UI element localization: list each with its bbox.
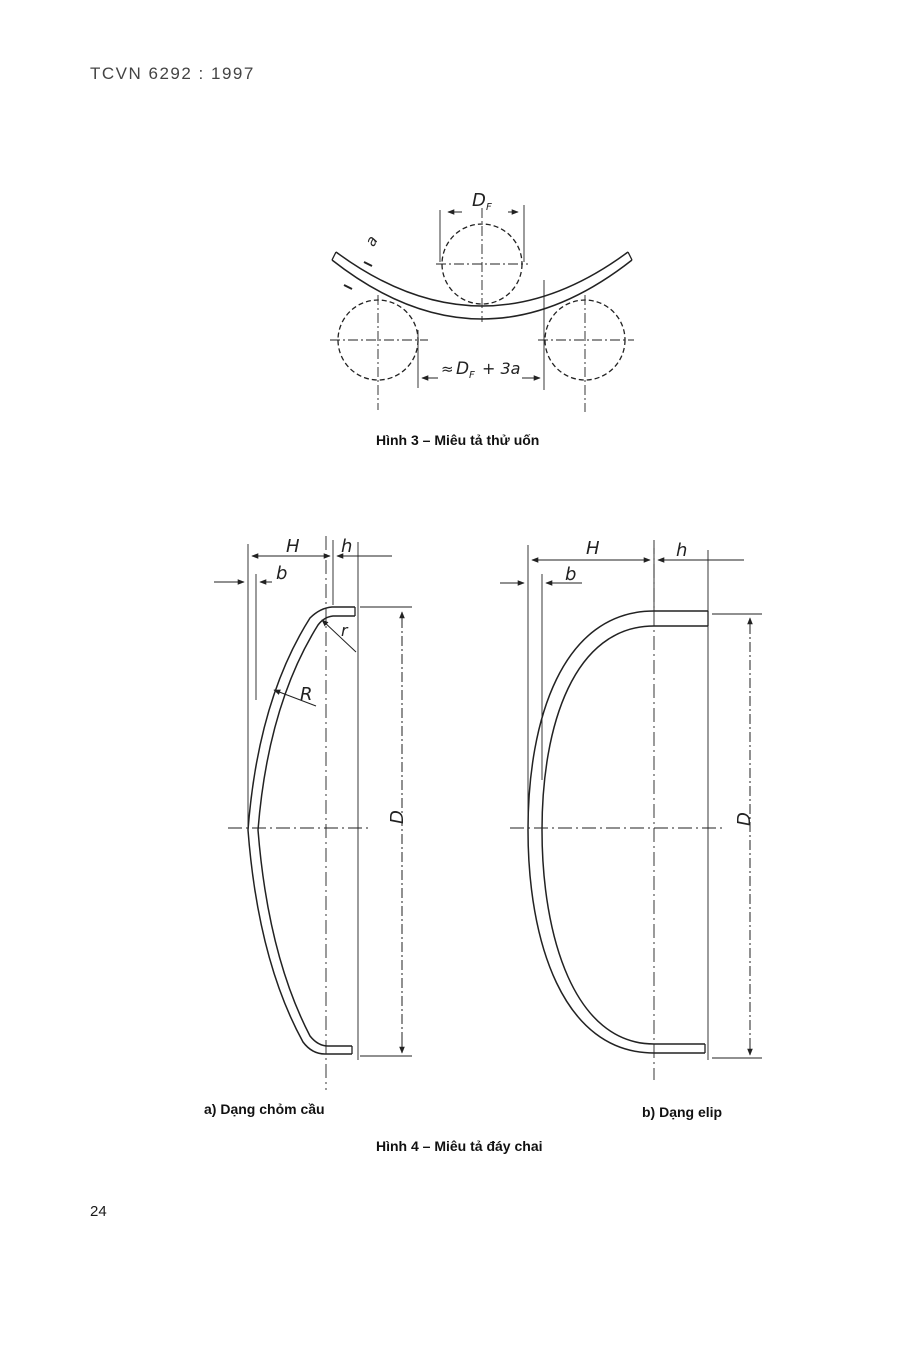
figure-4-caption: Hình 4 – Miêu tả đáy chai <box>376 1138 543 1154</box>
figure-4a-caption: a) Dạng chỏm cầu <box>204 1101 325 1117</box>
fig4a-h-label: h <box>341 536 353 557</box>
fig4a-D-label: D <box>387 810 408 824</box>
page-number: 24 <box>90 1203 107 1220</box>
fig4a-H-label: H <box>286 536 300 557</box>
gap-suffix: + 3a <box>482 359 521 378</box>
dished-head-outer <box>248 607 355 1054</box>
fig4b-H-label: H <box>586 538 600 559</box>
mandrel-label-sub: F <box>486 202 492 213</box>
fig4b-h-label: h <box>676 540 688 561</box>
fig4b-b-label: b <box>565 564 577 585</box>
figure-3-caption: Hình 3 – Miêu tả thử uốn <box>376 432 540 448</box>
figure-4b-elliptical-head <box>500 540 762 1080</box>
gap-D: D <box>456 359 470 379</box>
gap-F: F <box>469 370 475 381</box>
fig4b-D-label: D <box>734 812 755 826</box>
document-header: TCVN 6292 : 1997 <box>90 64 255 83</box>
fig4a-R-label: R <box>300 684 313 705</box>
figure-4b-caption: b) Dạng elip <box>642 1104 723 1120</box>
figure-4a-dished-head <box>214 536 412 1090</box>
fig4a-b-label: b <box>276 563 288 584</box>
mandrel-label: D <box>472 190 486 211</box>
fig4a-r-label: r <box>341 621 348 640</box>
thickness-label: a <box>361 232 382 250</box>
figure-3-bend-test <box>330 205 634 412</box>
gap-prefix: ≈ <box>441 360 454 378</box>
elliptical-head-outer <box>528 611 708 1053</box>
